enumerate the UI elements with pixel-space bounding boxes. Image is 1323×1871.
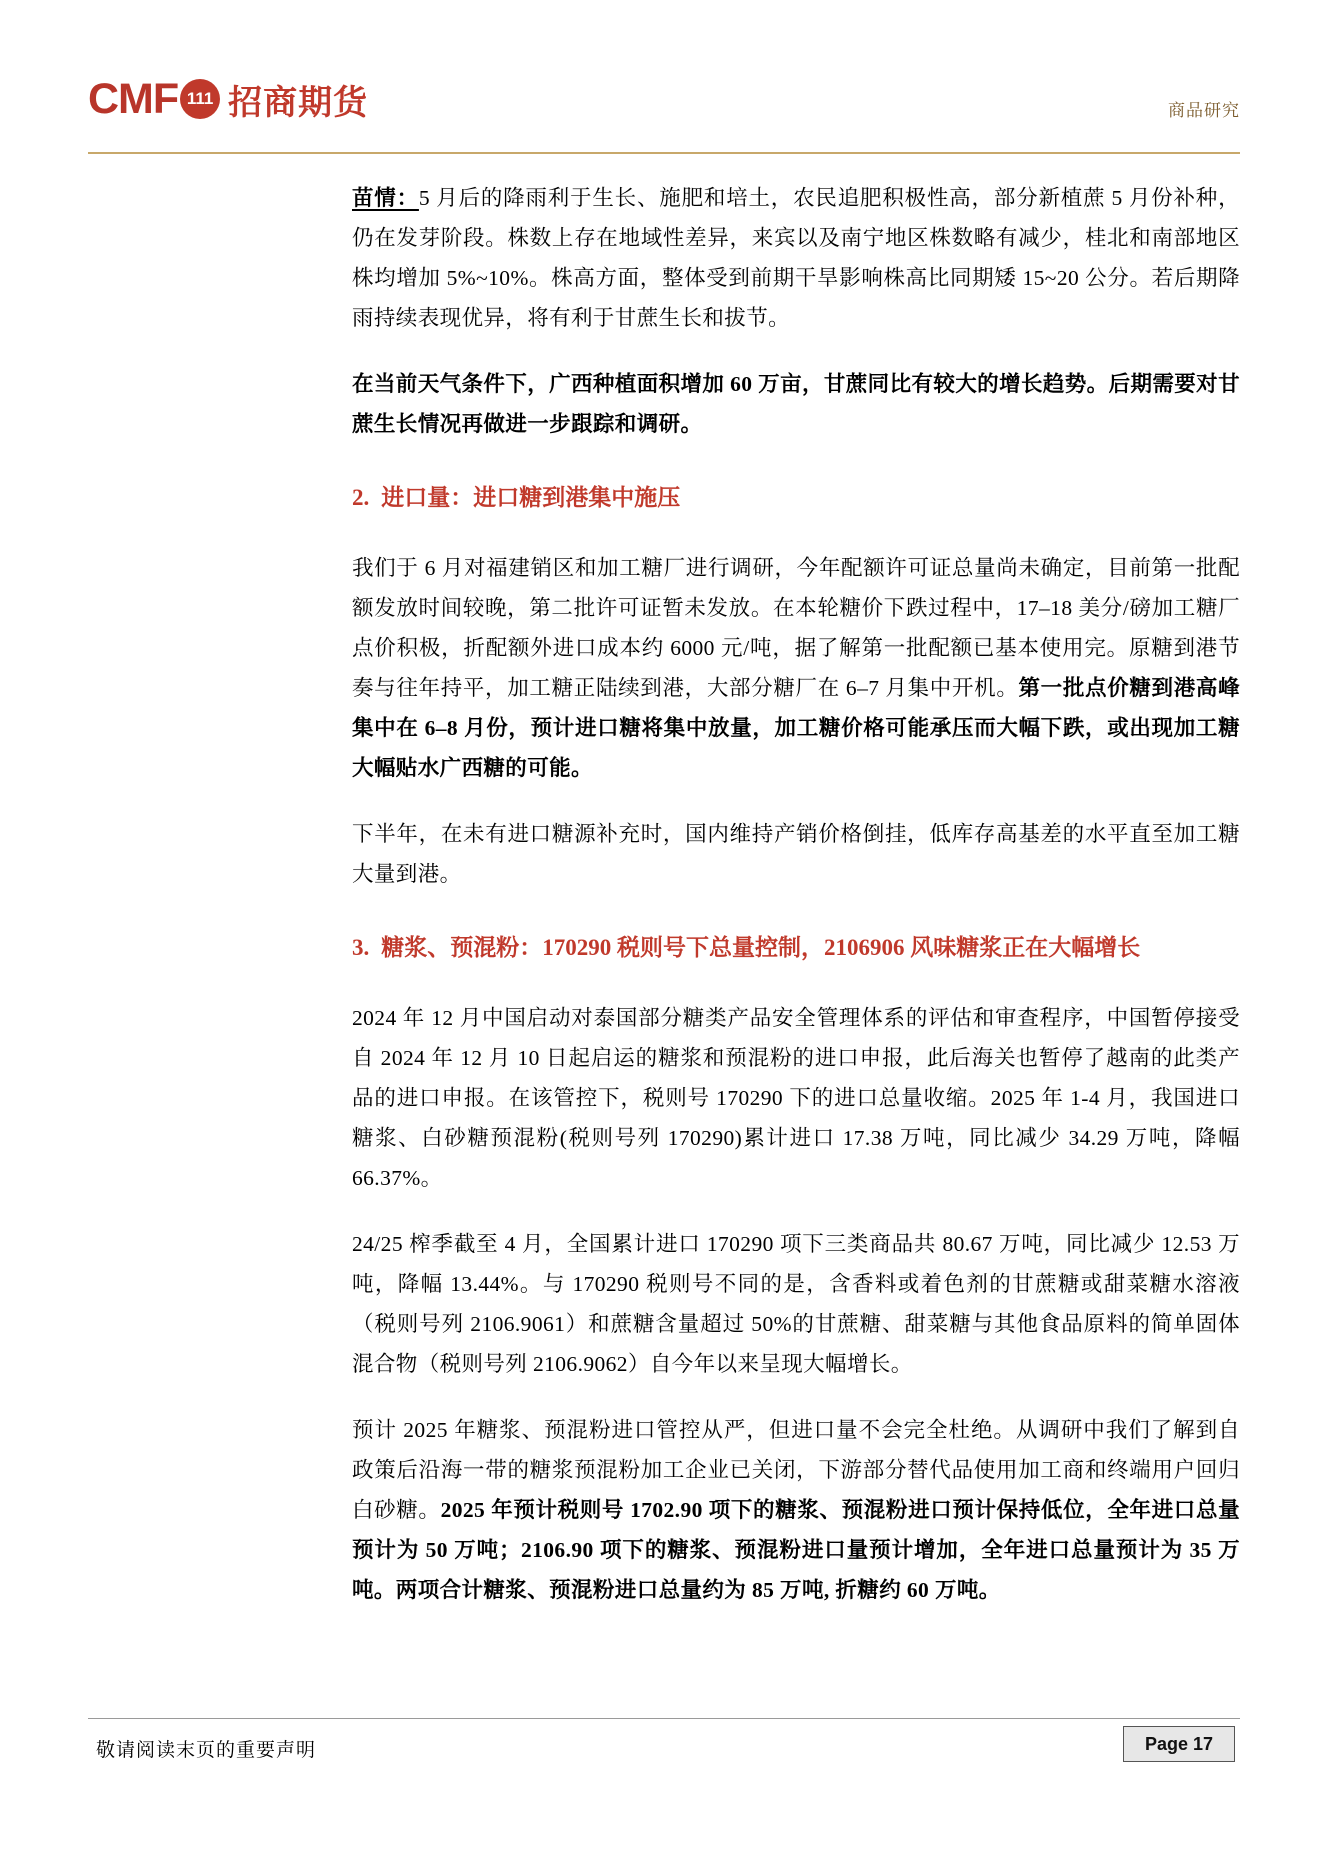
header-category-label: 商品研究 [1168, 101, 1240, 120]
paragraph-syrup-policy: 2024 年 12 月中国启动对泰国部分糖类产品安全管理体系的评估和审查程序，中国暂停接受自 2024 年 12 月 10 日起启运的糖浆和预混粉的进口申报，此后海关也暂停了越南的此类产品的进口申报。在该管控下，税则号 170290 下的进口总量收缩。2025 年 1-4 月，我国进口糖浆、白砂糖预混粉(税则号列 170290)累计进口 17.38 万吨，同比减少 34.29 万吨，降幅 66.37%。 [352, 1006, 1240, 1190]
page-number-badge: Page 17 [1123, 1726, 1235, 1762]
paragraph-text-emphasis: 第一批点价糖到港高峰集中在 6–8 月份，预计进口糖将集中放量，加工糖价格可能承压而大幅下跌，或出现加工糖大幅贴水广西糖的可能。 [352, 676, 1240, 780]
section-heading-2 [352, 478, 1240, 518]
logo-text-cmf: CMF [88, 74, 179, 123]
company-logo [88, 68, 368, 130]
section-title-3: 糖浆、预混粉：170290 税则号下总量控制，2106906 风味糖浆正在大幅增长 [381, 935, 1141, 960]
footer-disclaimer: 敬请阅读末页的重要声明 [96, 1740, 317, 1761]
paragraph-text-normal: 我们于 6 月对福建销区和加工糖厂进行调研，今年配额许可证总量尚未确定，目前第一批配额发放时间较晚，第二批许可证暂未发放。在本轮糖价下跌过程中，17–18 美分/磅加工糖厂点价积极，折配额外进口成本约 6000 元/吨，据了解第一批配额已基本使用完。原糖到港节奏与往年持平，加工糖正陆续到港，大部分糖厂在 6–7 月集中开机。 [352, 556, 1240, 700]
paragraph-lead-label: 苗情： [352, 186, 419, 210]
paragraph-import-research [352, 548, 1240, 788]
paragraph-2025-forecast [352, 1410, 1240, 1610]
paragraph-crush-season-import: 24/25 榨季截至 4 月，全国累计进口 170290 项下三类商品共 80.67 万吨，同比减少 12.53 万吨，降幅 13.44%。与 170290 税则号不同的是，含香料或着色剂的甘蔗糖或甜菜糖水溶液（税则号列 2106.9061）和蔗糖含量超过 50%的甘蔗糖、甜菜糖与其他食品原料的简单固体混合物（税则号列 2106.9062）自今年以来呈现大幅增长。 [352, 1232, 1240, 1376]
paragraph-text: 5 月后的降雨利于生长、施肥和培土，农民追肥积极性高，部分新植蔗 5 月份补种，仍在发芽阶段。株数上存在地域性差异，来宾以及南宁地区株数略有减少，桂北和南部地区株均增加 5%~10%。株高方面，整体受到前期干旱影响株高比同期矮 15~20 公分。若后期降雨持续表现优异，将有利于甘蔗生长和拔节。 [352, 186, 1240, 330]
section-heading-3 [352, 928, 1240, 968]
paragraph-second-half-year: 下半年，在未有进口糖源补充时，国内维持产销价格倒挂，低库存高基差的水平直至加工糖大量到港。 [352, 822, 1240, 886]
section-number-2: 2. [352, 485, 370, 510]
paragraph-text-emphasis: 2025 年预计税则号 1702.90 项下的糖浆、预混粉进口预计保持低位，全年进口总量预计为 50 万吨；2106.90 项下的糖浆、预混粉进口量预计增加，全年进口总量预计为 35 万吨。两项合计糖浆、预混粉进口总量约为 85 万吨, 折糖约 60 万吨。 [352, 1498, 1240, 1602]
header-divider [88, 152, 1240, 154]
footer-divider [88, 1718, 1240, 1719]
page-header [88, 68, 1240, 144]
section-title-2: 进口量：进口糖到港集中施压 [381, 485, 681, 510]
logo-badge-icon: 111 [180, 79, 220, 119]
paragraph-text-normal: 预计 2025 年糖浆、预混粉进口管控从严，但进口量不会完全杜绝。从调研中我们了解到自政策后沿海一带的糖浆预混粉加工企业已关闭，下游部分替代品使用加工商和终端用户回归白砂糖。 [352, 1418, 1240, 1522]
document-content [352, 178, 1240, 1636]
paragraph-seedling-condition [352, 178, 1240, 338]
paragraph-planting-area: 在当前天气条件下，广西种植面积增加 60 万亩，甘蔗同比有较大的增长趋势。后期需要对甘蔗生长情况再做进一步跟踪和调研。 [352, 372, 1240, 436]
section-number-3: 3. [352, 935, 370, 960]
logo-text-chinese: 招商期货 [228, 83, 369, 122]
